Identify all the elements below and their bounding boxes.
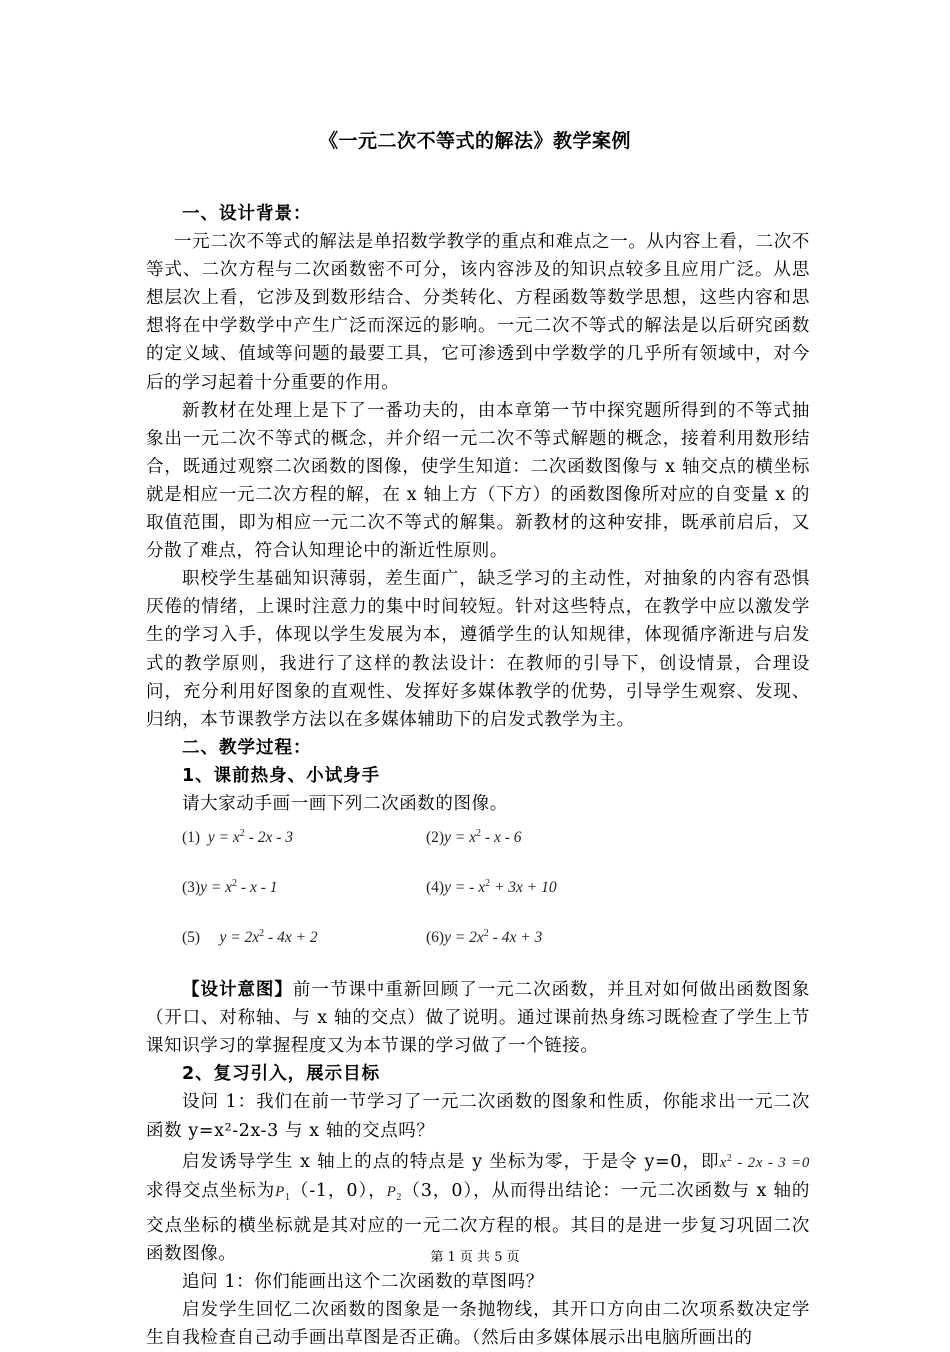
document-body [146,200,810,1352]
equation-6: $(6)y = 2x^2 - 4x + 3$ [426,928,543,947]
design-intent-tag: 【设计意图】 [182,980,293,1001]
section-heading-process: 二、教学过程： [182,737,312,758]
point-p1: $P_1$ [275,1183,291,1203]
answer-2: 启发学生回忆二次函数的图象是一条抛物线，其开口方向由二次项系数决定学生自我检查自己动手画出草图是否正确。（然后由多媒体展示出电脑所画出的 [146,1300,810,1349]
equation-3: $(3)y = x^2 - x - 1$ [182,878,278,897]
paragraph: 一元二次不等式的解法是单招数学教学的重点和难点之一。从内容上看，二次不等式、二次方程与二次函数密不可分，该内容涉及的知识点较多且应用广泛。从思想层次上看，它涉及到数形结合、分类转化、方程函数等数学思想，这些内容和思想将在中学数学中产生广泛而深远的影响。一元二次不等式的解法是以后研究函数的定义域、值域等问题的最要工具，它可渗透到中学数学的几乎所有领域中，对今后的学习起着十分重要的作用。 [146,232,810,393]
equation-4: (4)y = - $x^2 + 3x + 10$ [426,878,557,897]
question-1: 设问 1：我们在前一节学习了一元二次函数的图象和性质，你能求出一元二次函数 y=x²-2x-3 与 x 轴的交点吗？ [146,1092,810,1141]
page-footer: 第 1 页 共 5 页 [430,1250,520,1265]
subsection-heading-review: 2、复习引入，展示目标 [182,1064,381,1085]
paragraph: 职校学生基础知识薄弱，差生面广，缺乏学习的主动性，对抽象的内容有恐惧厌倦的情绪，上课时注意力的集中时间较短。针对这些特点，在教学中应以激发学生的学习入手，体现以学生发展为本，遵循学生的认知规律，体现循序渐进与启发式的教学原则，我进行了这样的教法设计：在教师的引导下，创设情景，合理设问，充分利用好图象的直观性、发挥好多媒体教学的优势，引导学生观察、发现、归纳，本节课教学方法以在多媒体辅助下的启发式教学为主。 [146,569,810,730]
answer-1: 启发诱导学生 x 轴上的点的特点是 y 坐标为零，于是令 y=0，即$x^2 - 2x - 3 =0$求得交点坐标为$P_1(-1$，0），$P_2(3$，0），从而得出结论：一元二次函数与 x 轴的交点坐标的横坐标就是其对应的一元二次方程的根。其目的是进一步复习巩固二次函数图像。 [146,1151,811,1264]
equation-2: $(2)y = x^2 - x - 6$ [426,828,522,847]
document-title: 《一元二次不等式的解法》教学案例 [318,130,631,152]
equation-list [182,820,810,968]
equation-5: (5) $y = 2x^2 - 4x + 2$ [182,928,318,947]
equation-1: (1) $y = x^2 - 2x - 3$ [182,828,293,847]
subsection-heading-warmup: 1、课前热身、小试身手 [182,765,381,786]
section-heading-background: 一、设计背景： [182,204,312,224]
question-2: 追问 1：你们能画出这个二次函数的草图吗？ [182,1272,544,1292]
design-intent-paragraph: 【设计意图】前一节课中重新回顾了一元二次函数，并且对如何做出函数图象（开口、对称轴、与 x 轴的交点）做了说明。通过课前热身练习既检查了学生上节课知识学习的掌握程度又为本节课的学习做了一个链接。 [146,980,810,1057]
paragraph: 请大家动手画一画下列二次函数的图像。 [182,793,508,814]
point-p2: $P_2$ [386,1183,403,1203]
paragraph: 新教材在处理上是下了一番功夫的，由本章第一节中探究题所得到的不等式抽象出一元二次不等式的概念，并介绍一元二次不等式解题的概念，接着利用数形结合，既通过观察二次函数的图像，使学生知道：二次函数图像与 x 轴交点的横坐标就是相应一元二次方程的解，在 x 轴上方（下方）的函数图像所对应的自变量 x 的取值范围，即为相应一元二次不等式的解集。新教材的这种安排，既承前启后，又分散了难点，符合认知理论中的渐近性原则。 [146,400,810,562]
inline-equation: $x^2 - 2x - 3 =0$ [719,1152,810,1171]
